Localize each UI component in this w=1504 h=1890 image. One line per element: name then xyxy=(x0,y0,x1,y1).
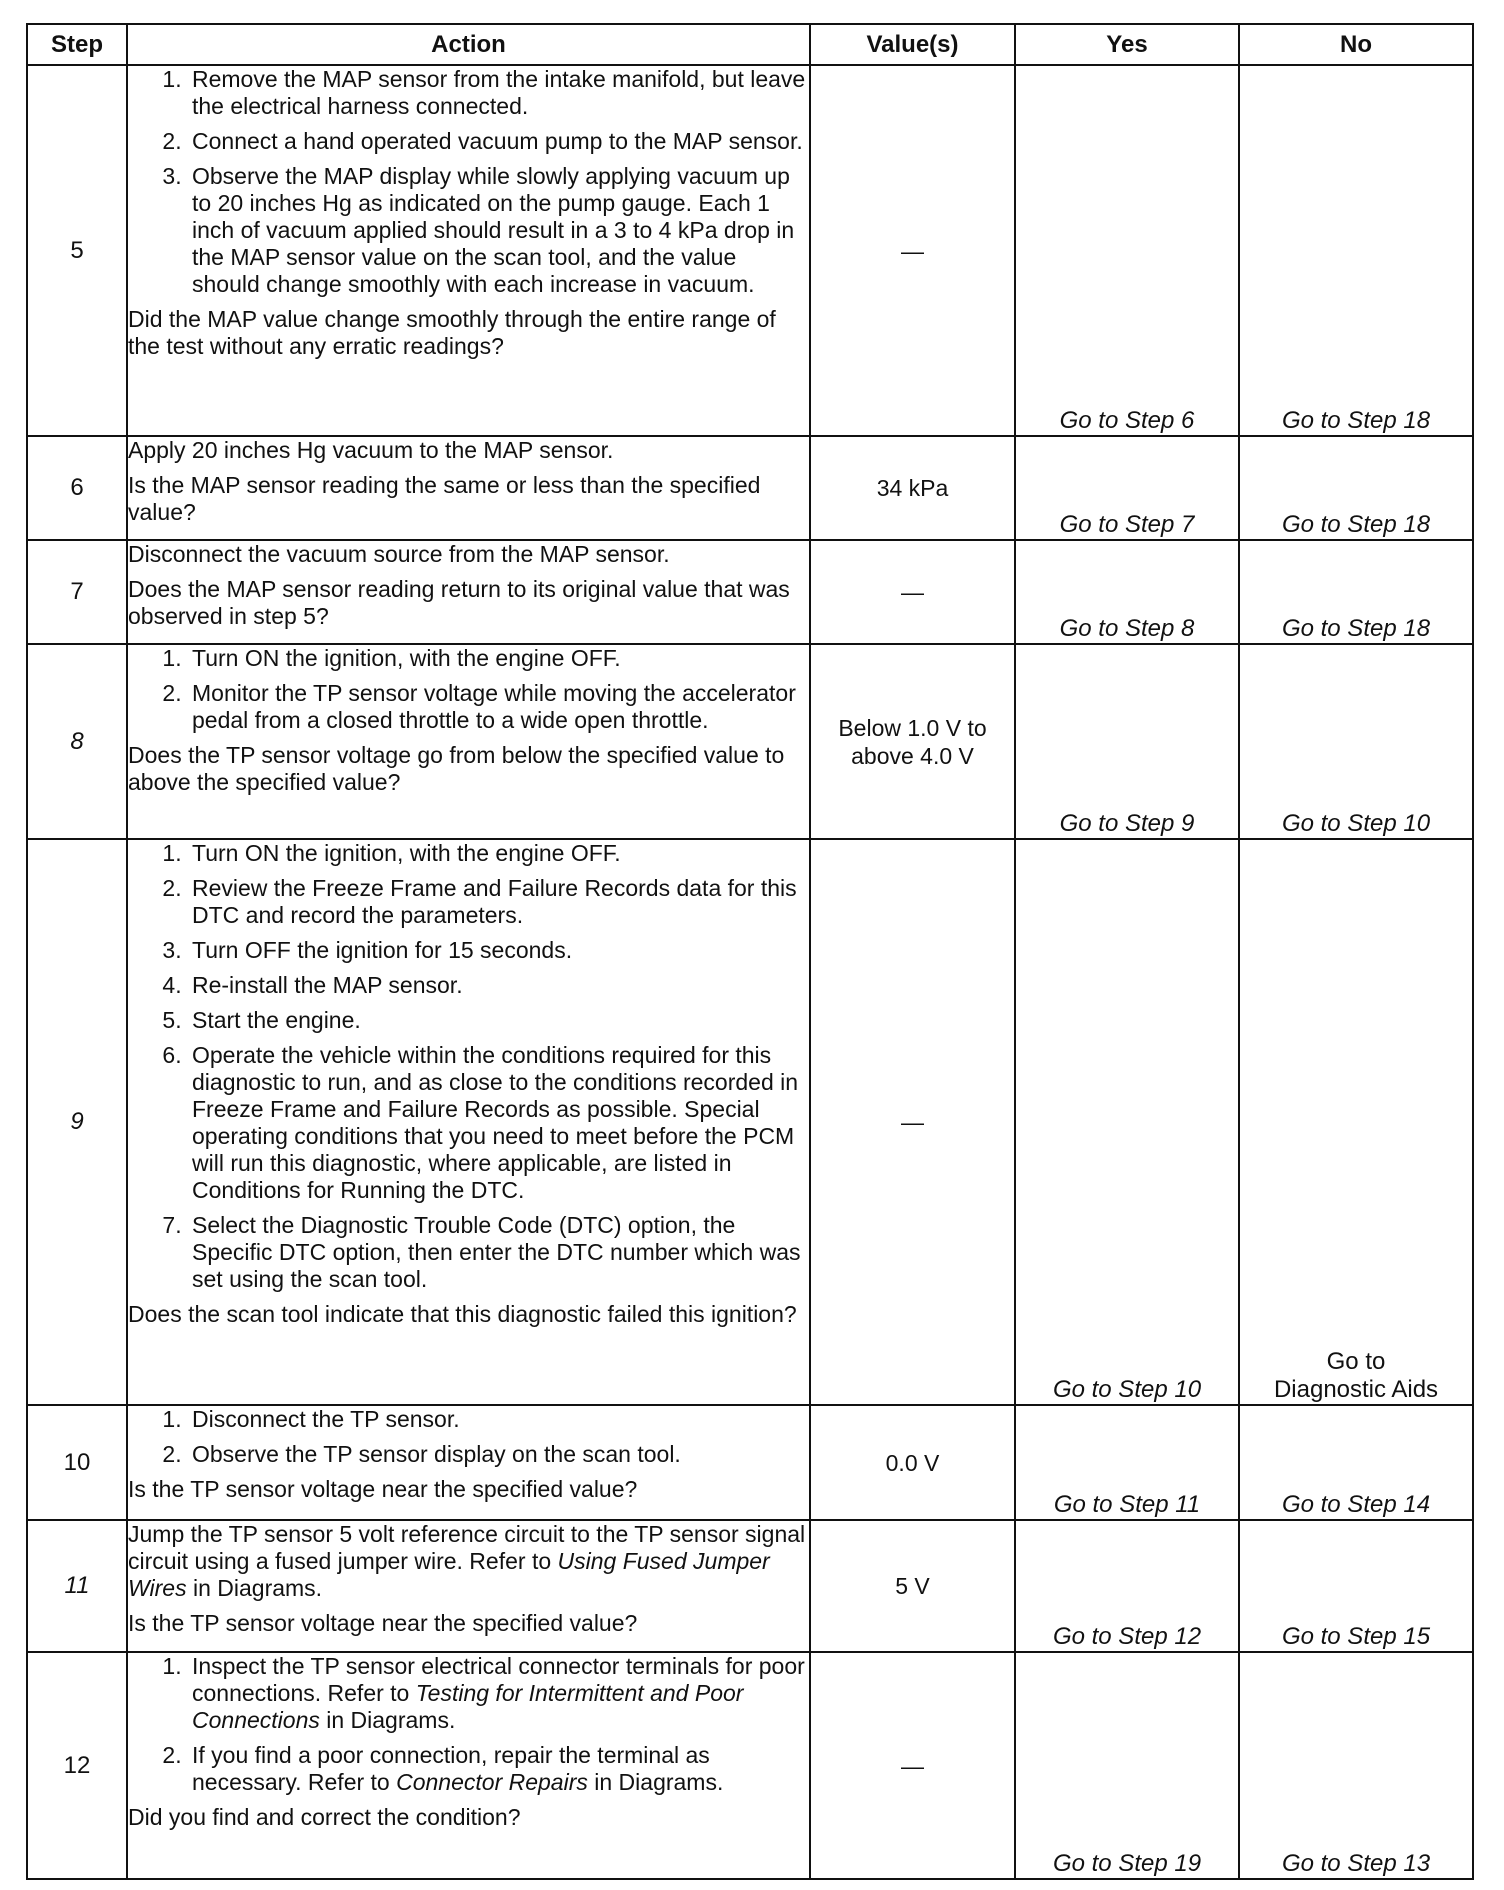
action-step: 2. Review the Freeze Frame and Failure Records data for this DTC and record the parameters. xyxy=(188,875,809,929)
action-steps xyxy=(128,1406,809,1468)
action-cell xyxy=(127,1405,810,1520)
action-step: 3. Observe the MAP display while slowly applying vacuum up to 20 inches Hg as indicated on the pump gauge. Each 1 inch of vacuum applied should result in a 3 to 4 kPa drop in the MAP sensor value on the scan tool, and the value should change smoothly with each increase in vacuum. xyxy=(188,163,809,298)
action-question: Is the TP sensor voltage near the specified value? xyxy=(128,1610,638,1636)
action-cell xyxy=(127,436,810,540)
action-step: 1. Remove the MAP sensor from the intake manifold, but leave the electrical harness connected. xyxy=(188,66,809,120)
action-steps xyxy=(128,840,809,1293)
step-number: 11 xyxy=(27,1520,127,1652)
action-question: Did you find and correct the condition? xyxy=(128,1804,521,1830)
action-step: 7. Select the Diagnostic Trouble Code (DTC) option, the Specific DTC option, then enter the DTC number which was set using the scan tool. xyxy=(188,1212,809,1293)
table-row xyxy=(27,839,1473,1405)
yes-link[interactable]: Go to Step 19 xyxy=(1015,1652,1239,1879)
table-row xyxy=(27,1652,1473,1879)
action-step xyxy=(188,1653,809,1734)
action-text-part: in Diagrams. xyxy=(319,1707,456,1733)
action-steps xyxy=(128,66,809,298)
yes-link[interactable]: Go to Step 8 xyxy=(1015,540,1239,644)
action-steps xyxy=(128,1653,809,1796)
value-cell: — xyxy=(810,540,1015,644)
value-cell: 0.0 V xyxy=(810,1405,1015,1520)
table-row xyxy=(27,436,1473,540)
step-number: 8 xyxy=(27,644,127,839)
value-cell: 5 V xyxy=(810,1520,1015,1652)
step-number: 10 xyxy=(27,1405,127,1520)
yes-link[interactable]: Go to Step 10 xyxy=(1015,839,1239,1405)
no-link[interactable]: Go to Step 14 xyxy=(1239,1405,1473,1520)
table-row xyxy=(27,1520,1473,1652)
yes-link[interactable]: Go to Step 7 xyxy=(1015,436,1239,540)
action-text: Apply 20 inches Hg vacuum to the MAP sensor. xyxy=(128,437,614,463)
no-link[interactable]: Go to Step 13 xyxy=(1239,1652,1473,1879)
action-text-part: Jump the TP sensor 5 volt reference circuit to the TP sensor signal circuit using a fused jumper wire. Refer to xyxy=(128,1521,806,1574)
action-steps xyxy=(128,645,809,734)
step-number: 5 xyxy=(27,65,127,436)
action-step: 2. Observe the TP sensor display on the scan tool. xyxy=(188,1441,809,1468)
step-number: 6 xyxy=(27,436,127,540)
yes-link[interactable]: Go to Step 6 xyxy=(1015,65,1239,436)
no-link[interactable]: Go to Step 18 xyxy=(1239,65,1473,436)
action-question: Did the MAP value change smoothly through the entire range of the test without any erratic readings? xyxy=(128,306,776,359)
table-row xyxy=(27,65,1473,436)
no-link[interactable]: Go to Step 18 xyxy=(1239,540,1473,644)
no-link[interactable] xyxy=(1239,839,1473,1405)
action-cell xyxy=(127,65,810,436)
action-step: 3. Turn OFF the ignition for 15 seconds. xyxy=(188,937,809,964)
header-row xyxy=(27,24,1473,65)
action-question: Does the TP sensor voltage go from below the specified value to above the specified value? xyxy=(128,742,785,795)
no-link[interactable]: Go to Step 10 xyxy=(1239,644,1473,839)
action-step: 5. Start the engine. xyxy=(188,1007,809,1034)
action-step xyxy=(188,1742,809,1796)
no-link-line: Diagnostic Aids xyxy=(1273,1376,1439,1403)
step-number: 7 xyxy=(27,540,127,644)
diagnostic-table xyxy=(26,23,1474,1880)
action-question: Does the scan tool indicate that this diagnostic failed this ignition? xyxy=(128,1301,797,1327)
action-step: 1. Disconnect the TP sensor. xyxy=(188,1406,809,1433)
action-text-part: If you find a poor connection, repair the terminal as necessary. Refer to xyxy=(192,1742,710,1795)
no-link[interactable]: Go to Step 15 xyxy=(1239,1520,1473,1652)
header-no: No xyxy=(1239,24,1473,65)
yes-link[interactable]: Go to Step 9 xyxy=(1015,644,1239,839)
action-question: Is the MAP sensor reading the same or less than the specified value? xyxy=(128,472,761,525)
value-cell: — xyxy=(810,65,1015,436)
action-text-part: Inspect the TP sensor electrical connector terminals for poor connections. Refer to xyxy=(192,1653,805,1706)
action-step: 2. Connect a hand operated vacuum pump to the MAP sensor. xyxy=(188,128,809,155)
reference-link: Using Fused Jumper Wires xyxy=(128,1548,770,1601)
action-cell xyxy=(127,1520,810,1652)
header-action: Action xyxy=(127,24,810,65)
no-link-line: Go to xyxy=(1326,1348,1386,1375)
no-link[interactable]: Go to Step 18 xyxy=(1239,436,1473,540)
table-row xyxy=(27,1405,1473,1520)
value-line: Below 1.0 V to xyxy=(838,714,987,741)
value-line: above 4.0 V xyxy=(851,742,974,769)
action-text-part: in Diagrams. xyxy=(186,1575,323,1601)
action-cell xyxy=(127,644,810,839)
step-number: 12 xyxy=(27,1652,127,1879)
value-cell xyxy=(810,644,1015,839)
action-text xyxy=(128,1521,809,1602)
header-step: Step xyxy=(27,24,127,65)
action-cell xyxy=(127,540,810,644)
action-step: 2. Monitor the TP sensor voltage while moving the accelerator pedal from a closed throttle to a wide open throttle. xyxy=(188,680,809,734)
yes-link[interactable]: Go to Step 11 xyxy=(1015,1405,1239,1520)
step-number: 9 xyxy=(27,839,127,1405)
action-cell xyxy=(127,839,810,1405)
reference-link: Testing for Intermittent and Poor Connections xyxy=(192,1680,744,1733)
action-cell xyxy=(127,1652,810,1879)
table-row xyxy=(27,644,1473,839)
action-step: 1. Turn ON the ignition, with the engine OFF. xyxy=(188,645,809,672)
action-text-part: in Diagrams. xyxy=(587,1769,724,1795)
yes-link[interactable]: Go to Step 12 xyxy=(1015,1520,1239,1652)
action-text: Disconnect the vacuum source from the MAP sensor. xyxy=(128,541,670,567)
action-step: 6. Operate the vehicle within the conditions required for this diagnostic to run, and as close to the conditions recorded in Freeze Frame and Failure Records as possible. Special operating conditions that you need to meet before the PCM will run this diagnostic, where applicable, are listed in Conditions for Running the DTC. xyxy=(188,1042,809,1204)
reference-link: Connector Repairs xyxy=(396,1769,588,1795)
value-cell: — xyxy=(810,839,1015,1405)
action-question: Is the TP sensor voltage near the specified value? xyxy=(128,1476,638,1502)
action-step: 1. Turn ON the ignition, with the engine OFF. xyxy=(188,840,809,867)
table-row xyxy=(27,540,1473,644)
action-question: Does the MAP sensor reading return to its original value that was observed in step 5? xyxy=(128,576,790,629)
header-values: Value(s) xyxy=(810,24,1015,65)
action-step: 4. Re-install the MAP sensor. xyxy=(188,972,809,999)
header-yes: Yes xyxy=(1015,24,1239,65)
value-cell: — xyxy=(810,1652,1015,1879)
value-cell: 34 kPa xyxy=(810,436,1015,540)
